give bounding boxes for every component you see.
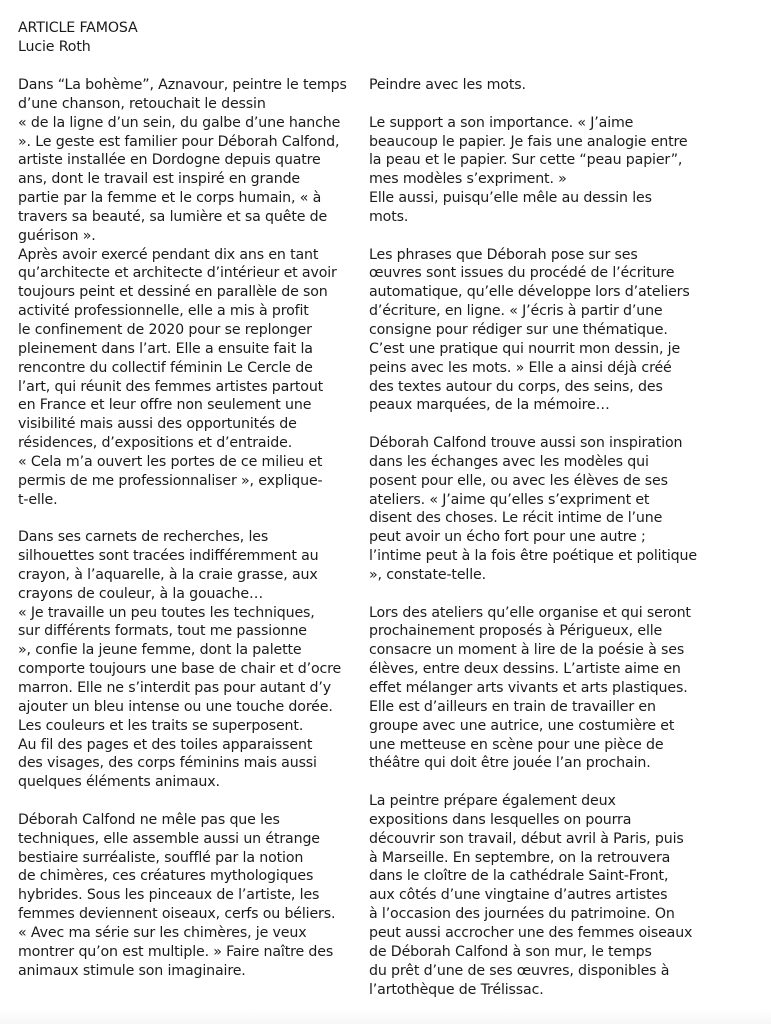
- text-line: dans le cloître de la cathédrale Saint-Front,: [369, 868, 669, 885]
- text-line: Au fil des pages et des toiles apparaissent: [18, 736, 313, 753]
- paragraph-chimeras: [18, 811, 363, 981]
- text-line: silhouettes sont tracées indifféremment au: [18, 548, 319, 565]
- text-line: d’une chanson, retouchait le dessin: [18, 95, 266, 112]
- text-line: crayon, à l’aquarelle, à la craie grasse, aux: [18, 566, 318, 583]
- text-line: consigne pour rédiger sur une thématique.: [369, 321, 668, 338]
- text-line: bestiaire surréaliste, soufflé par la notion: [18, 849, 304, 866]
- text-line: Déborah Calfond trouve aussi son inspiration: [369, 435, 683, 452]
- paragraph-sketchbooks: [18, 528, 363, 792]
- text-line: Elle aussi, puisqu’elle mêle au dessin les: [369, 190, 652, 207]
- page-bottom-edge: [0, 1010, 771, 1024]
- text-line: ans, dont le travail est inspiré en grande: [18, 171, 301, 188]
- text-line: dans les échanges avec les modèles qui: [369, 453, 649, 470]
- text-line: travers sa beauté, sa lumière et sa quête de: [18, 208, 328, 225]
- text-line: ». Le geste est familier pour Déborah Calfond,: [18, 133, 340, 150]
- text-line: théâtre qui doit être jouée l’an prochain.: [369, 755, 651, 772]
- paragraph-workshops: [369, 604, 764, 774]
- text-line: beaucoup le papier. Je fais une analogie entre: [369, 133, 688, 150]
- text-line: comporte toujours une base de chair et d’ocre: [18, 661, 342, 678]
- text-line: Dans “La bohème”, Aznavour, peintre le temps: [18, 77, 347, 93]
- paragraph-writing: [369, 246, 764, 416]
- text-line: à Marseille. En septembre, on la retrouvera: [369, 849, 671, 866]
- paragraph-exhibitions: [369, 792, 764, 999]
- text-line: toujours peint et dessiné en parallèle de son: [18, 284, 328, 301]
- text-line: animaux stimule son imaginaire.: [18, 962, 246, 979]
- text-line: partie par la femme et le corps humain, « à: [18, 190, 322, 207]
- text-line: hybrides. Sous les pinceaux de l’artiste, les: [18, 887, 320, 904]
- text-line: la peau et le papier. Sur cette “peau papier”,: [369, 152, 683, 169]
- text-line: de Déborah Calfond à son mur, le temps: [369, 943, 652, 960]
- text-line: Après avoir exercé pendant dix ans en tant: [18, 246, 319, 263]
- text-line: élèves, entre deux dessins. L’artiste aime en: [369, 661, 681, 678]
- text-line: peut avoir un écho fort pour une autre ;: [369, 529, 646, 546]
- text-line: de chimères, ces créatures mythologiques: [18, 868, 314, 885]
- text-line: quelques éléments animaux.: [18, 774, 220, 791]
- section-subheading: [369, 76, 764, 95]
- text-line: qu’architecte et architecte d’intérieur et avoir: [18, 265, 337, 282]
- text-line: peins avec les mots. » Elle a ainsi déjà créé: [369, 359, 672, 376]
- text-line: œuvres sont issues du procédé de l’écriture: [369, 265, 675, 282]
- text-line: ateliers. « J’aime qu’elles s’expriment et: [369, 491, 650, 508]
- text-line: le confinement de 2020 pour se replonger: [18, 321, 312, 338]
- text-line: mots.: [369, 208, 409, 225]
- article-title: ARTICLE FAMOSA: [18, 20, 138, 36]
- text-line: aux côtés d’une vingtaine d’autres artistes: [369, 887, 668, 904]
- text-line: guérison ».: [18, 227, 96, 244]
- text-line: Les phrases que Déborah pose sur ses: [369, 246, 638, 263]
- text-line: Déborah Calfond ne mêle pas que les: [18, 811, 280, 828]
- text-line: expositions dans lesquelles on pourra: [369, 811, 632, 828]
- text-line: », constate-telle.: [369, 566, 486, 583]
- text-line: ajouter un bleu intense ou une touche dorée.: [18, 698, 333, 715]
- left-column: [18, 76, 363, 999]
- text-line: Elle est d’ailleurs en train de travailler en: [369, 698, 656, 715]
- text-line: des textes autour du corps, des seins, des: [369, 378, 663, 395]
- text-line: Le support a son importance. « J’aime: [369, 114, 634, 131]
- article-author: Lucie Roth: [18, 38, 91, 55]
- text-line: du prêt d’une de ses œuvres, disponibles à: [369, 962, 670, 979]
- text-line: découvrir son travail, début avril à Paris, puis: [369, 830, 684, 847]
- text-line: posent pour elle, ou avec les élèves de ses: [369, 472, 668, 489]
- text-line: La peintre prépare également deux: [369, 793, 616, 810]
- text-line: l’artothèque de Trélissac.: [369, 981, 544, 998]
- text-line: Peindre avec les mots.: [369, 77, 526, 93]
- text-line: », confie la jeune femme, dont la palette: [18, 642, 302, 659]
- text-line: une metteuse en scène pour une pièce de: [369, 736, 664, 753]
- paragraph-inspiration: [369, 434, 764, 585]
- paragraph-career: [18, 246, 363, 510]
- text-line: pleinement dans l’art. Elle a ensuite fait la: [18, 340, 313, 357]
- text-line: « Cela m’a ouvert les portes de ce milieu et: [18, 453, 323, 470]
- text-line: C’est une pratique qui nourrit mon dessin, je: [369, 340, 681, 357]
- text-line: visibilité mais aussi des opportunités de: [18, 416, 297, 433]
- article-header: [18, 19, 138, 57]
- text-line: effet mélanger arts vivants et arts plastiques.: [369, 680, 688, 696]
- text-line: en France et leur offre non seulement une: [18, 397, 312, 414]
- paragraph-intro: [18, 76, 363, 246]
- text-line: montrer qu’on est multiple. » Faire naître des: [18, 943, 334, 960]
- text-line: d’écriture, en ligne. « J’écris à partir d’une: [369, 303, 663, 320]
- text-line: « Je travaille un peu toutes les techniques,: [18, 604, 315, 621]
- text-line: artiste installée en Dordogne depuis quatre: [18, 152, 321, 169]
- text-line: l’intime peut à la fois être poétique et politique: [369, 548, 697, 565]
- text-line: rencontre du collectif féminin Le Cercle de: [18, 359, 313, 376]
- text-line: Lors des ateliers qu’elle organise et qui seront: [369, 604, 691, 621]
- text-line: sur différents formats, tout me passionne: [18, 623, 307, 640]
- text-line: résidences, d’expositions et d’entraide.: [18, 435, 293, 452]
- text-line: marron. Elle ne s’interdit pas pour autant d’y: [18, 680, 331, 696]
- text-line: t-elle.: [18, 491, 58, 508]
- text-line: activité professionnelle, elle a mis à profit: [18, 303, 309, 320]
- text-line: « de la ligne d’un sein, du galbe d’une hanche: [18, 114, 341, 131]
- text-line: mes modèles s’expriment. »: [369, 171, 567, 188]
- text-line: à l’occasion des journées du patrimoine. On: [369, 906, 675, 923]
- paragraph-paper: [369, 114, 764, 227]
- text-line: l’art, qui réunit des femmes artistes partout: [18, 378, 324, 395]
- text-line: peut aussi accrocher une des femmes oiseaux: [369, 924, 693, 941]
- text-line: « Avec ma série sur les chimères, je veux: [18, 924, 307, 941]
- text-line: techniques, elle assemble aussi un étrange: [18, 830, 320, 847]
- text-line: Les couleurs et les traits se superposent.: [18, 717, 304, 734]
- text-line: femmes deviennent oiseaux, cerfs ou béliers.: [18, 906, 336, 923]
- text-line: crayons de couleur, à la gouache…: [18, 585, 264, 602]
- text-line: prochainement proposés à Périgueux, elle: [369, 623, 663, 640]
- text-line: consacre un moment à lire de la poésie à ses: [369, 642, 685, 659]
- right-column: [369, 76, 764, 1018]
- text-line: automatique, qu’elle développe lors d’ateliers: [369, 284, 690, 301]
- text-line: groupe avec une autrice, une costumière et: [369, 717, 675, 734]
- text-line: peaux marquées, de la mémoire…: [369, 397, 610, 414]
- text-line: Dans ses carnets de recherches, les: [18, 529, 269, 546]
- text-line: disent des choses. Le récit intime de l’une: [369, 510, 663, 527]
- text-line: permis de me professionnaliser », explique-: [18, 472, 323, 489]
- text-line: des visages, des corps féminins mais aussi: [18, 755, 317, 772]
